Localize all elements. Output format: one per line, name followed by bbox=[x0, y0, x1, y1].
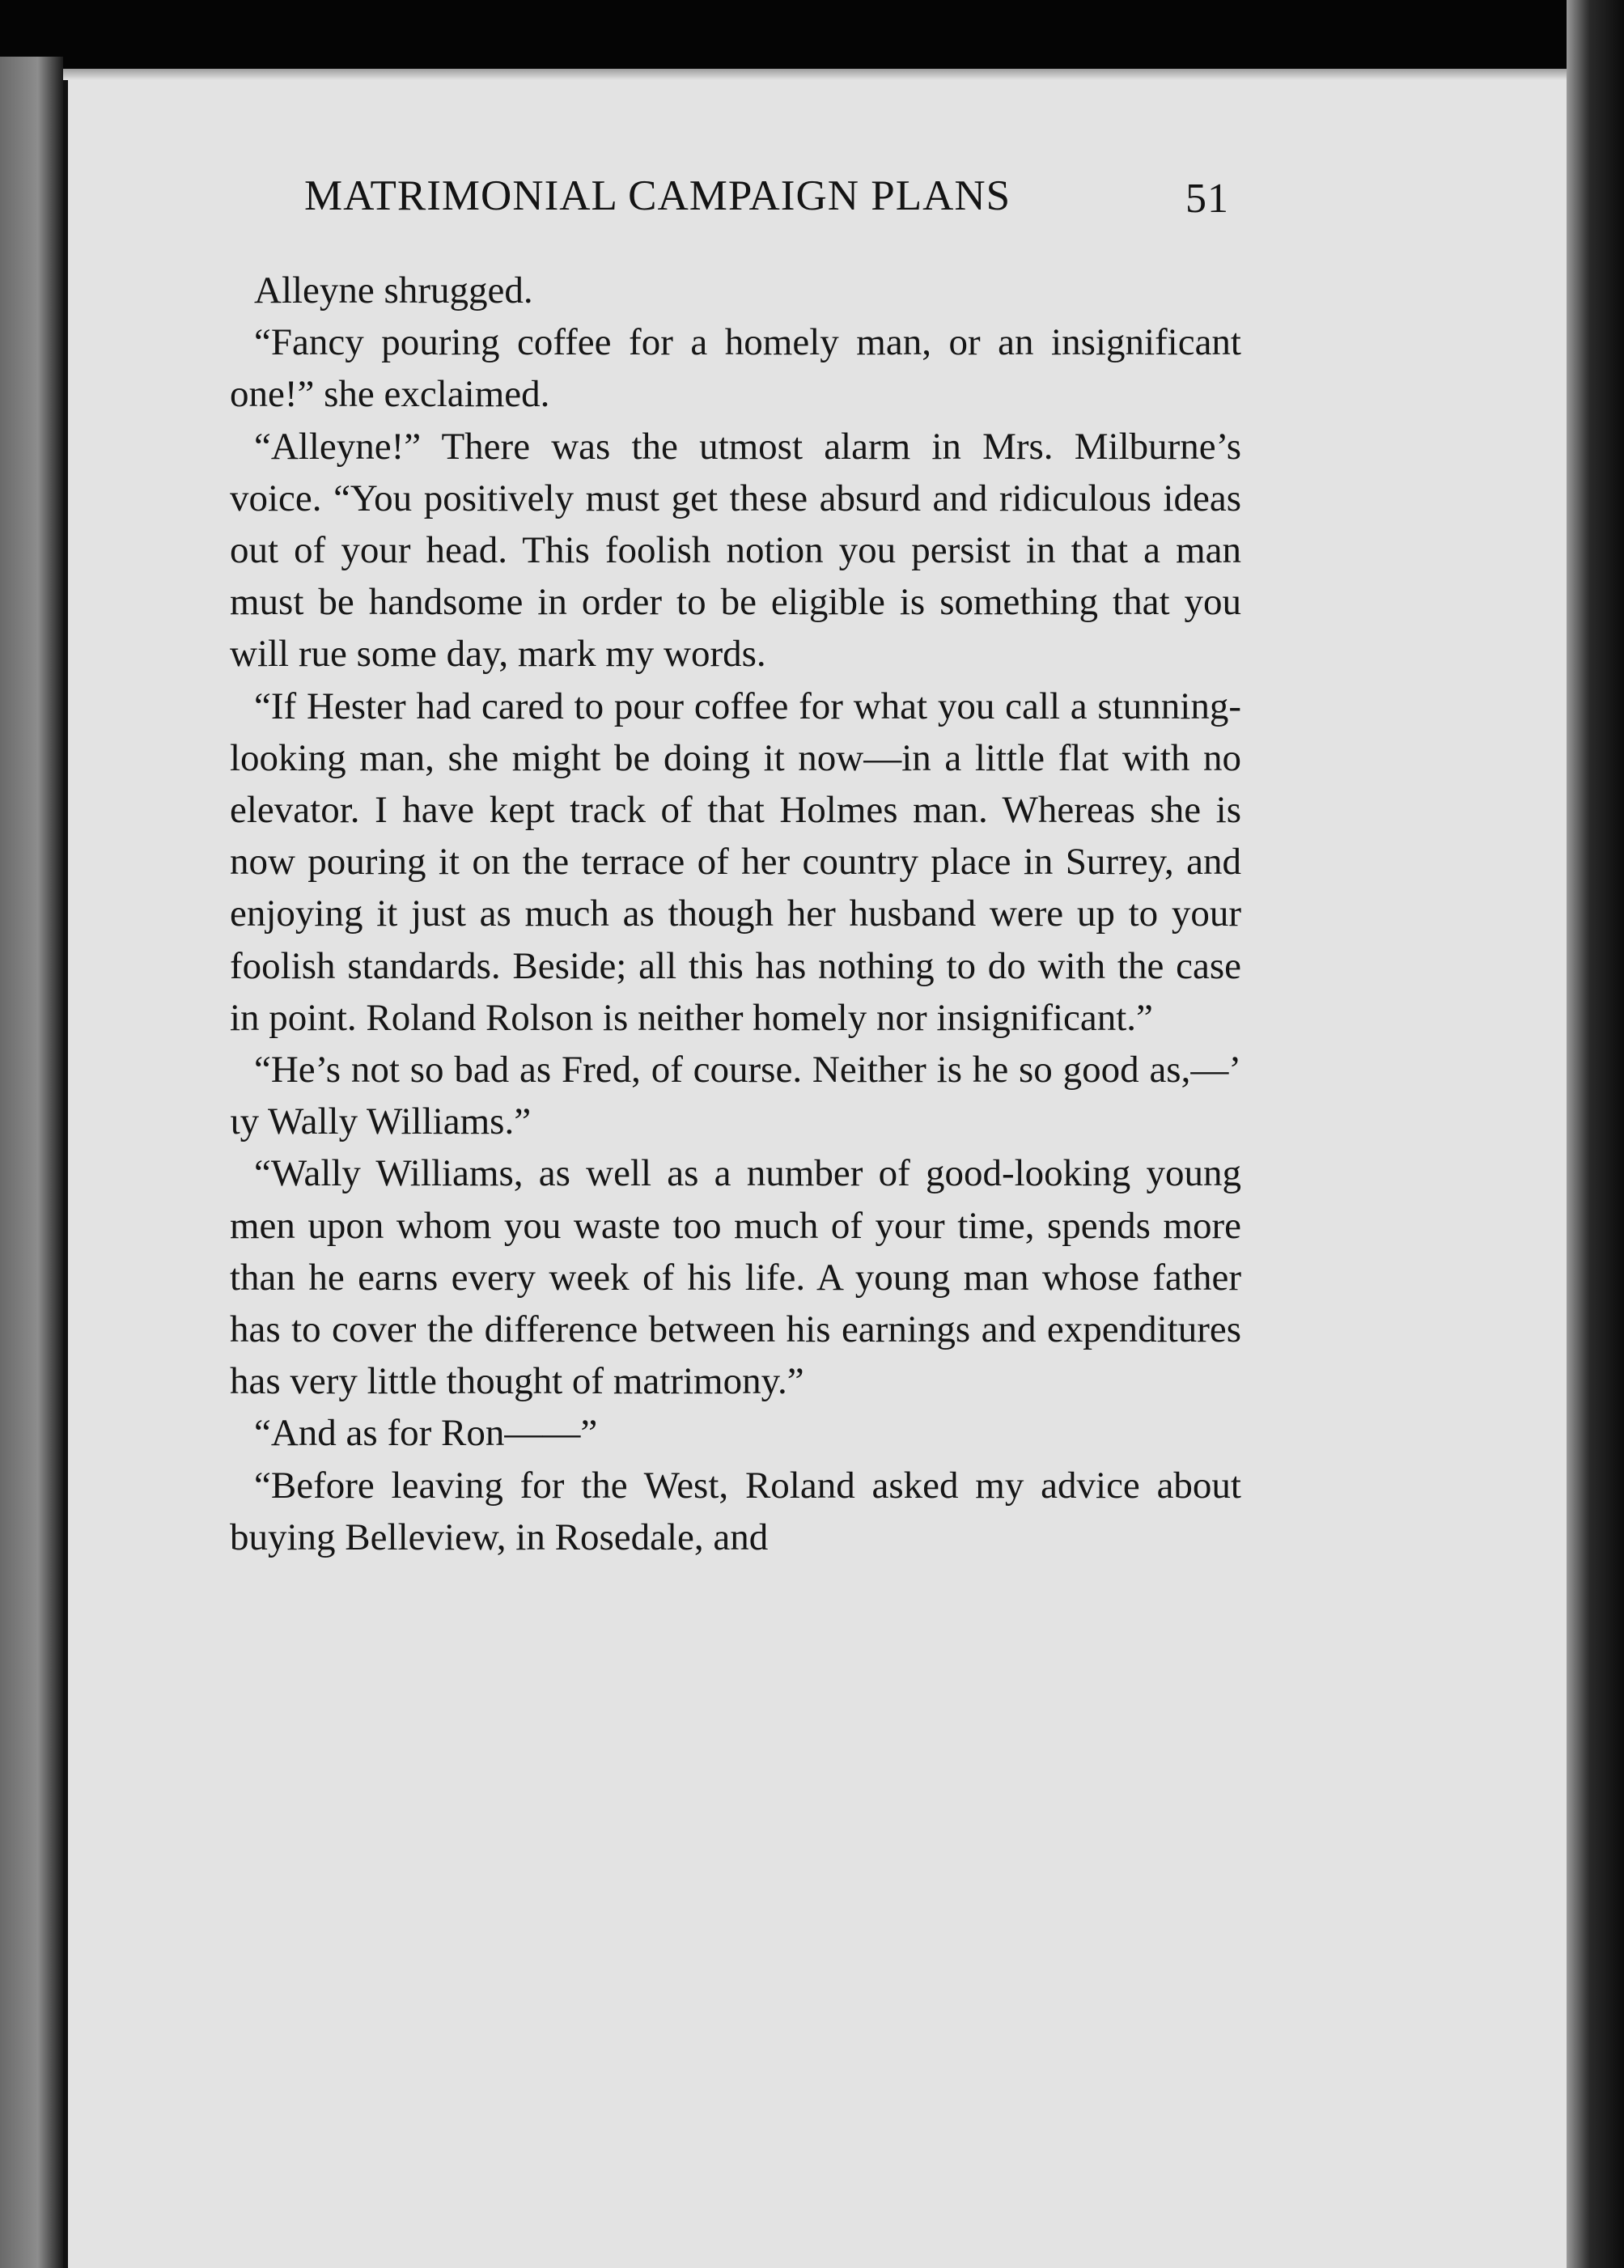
paragraph: “He’s not so bad as Fred, of course. Neither is he so good as,—’ ιy Wally Williams.” bbox=[230, 1049, 1241, 1143]
paragraph: “Fancy pouring coffee for a homely man, or an insignificant one!” she exclaimed. bbox=[230, 321, 1241, 416]
paragraph: “Wally Williams, as well as a number of good-looking young men upon whom you waste too much of your time, spends more than he earns every week of his life. A young man whose father has to cover the difference between his earnings and expenditures has very little thought of matrimony.” bbox=[230, 1152, 1241, 1403]
paragraph: “Alleyne!” There was the utmost alarm in Mrs. Milburne’s voice. “You positively must get these absurd and ridiculous ideas out of your head. This foolish notion you persist in that a man must be handsome in order to be eligible is something that you will rue some day, mark my words. bbox=[230, 425, 1241, 676]
paragraph: “And as for Ron——” bbox=[254, 1412, 598, 1455]
running-head-title: MATRIMONIAL CAMPAIGN PLANS bbox=[304, 172, 1011, 219]
page-number: 51 bbox=[1185, 176, 1229, 222]
body-text bbox=[230, 265, 1241, 1563]
running-head bbox=[304, 172, 1259, 228]
paragraph: “If Hester had cared to pour coffee for what you call a stunning-looking man, she might be doing it now—in a little flat with no elevator. I have kept track of that Holmes man. Whereas she is now pouring it on the terrace of her country place in Surrey, and enjoying it just as much as though her husband were up to your foolish standards. Beside; all this has nothing to do with the case in point. Roland Rolson is neither homely nor insignificant.” bbox=[230, 685, 1241, 1039]
paragraph: “Before leaving for the West, Roland asked my advice about buying Belleview, in Rosedale, and bbox=[230, 1464, 1241, 1558]
paragraph: Alleyne shrugged. bbox=[254, 269, 533, 312]
page-top-shadow bbox=[63, 69, 1567, 80]
page-edge-shadow bbox=[1567, 0, 1624, 2268]
facing-page-edge bbox=[0, 57, 63, 2268]
